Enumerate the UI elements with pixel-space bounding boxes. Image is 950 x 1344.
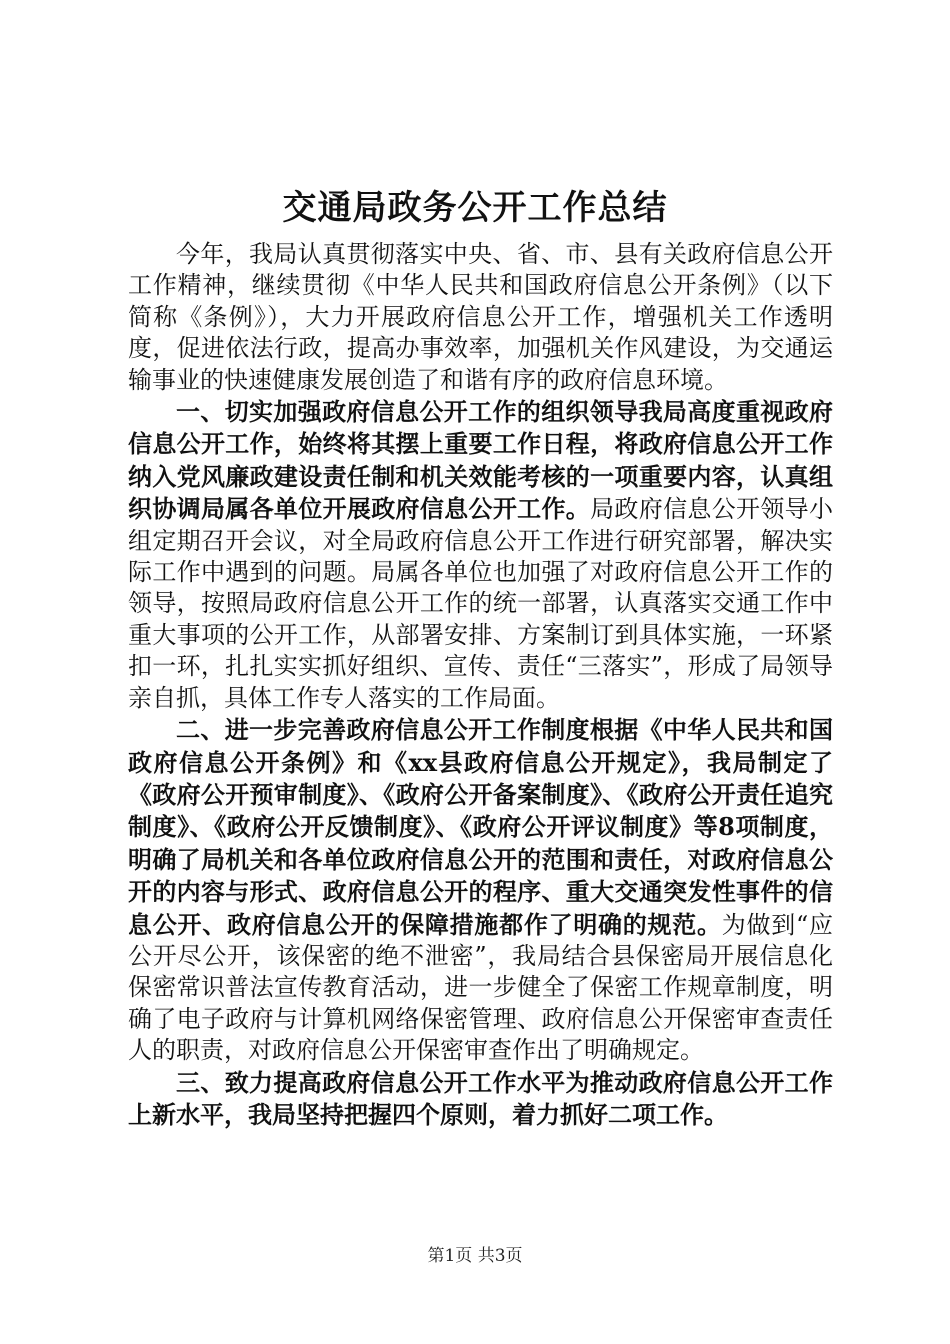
paragraph-text: 局政府信息公开领导小组定期召开会议，对全局政府信息公开工作进行研究部署，解决实际工作中遇到的问题。局属各单位也加强了对政府信息公开工作的领导，按照局政府信息公开工作的统一部署，认真落实交通工作中重大事项的公开工作，从部署安排、方案制订到具体实施，一环紧扣一环，扎扎实实抓好组织、宣传、责任“三落实”，形成了局领导亲自抓，具体工作专人落实的工作局面。 xyxy=(128,495,834,712)
paragraph-lead: 二、进一步完善政府信息公开工作制度根据《中华人民共和国政府信息公开条例》和《xx县政府信息公开规定》，我局制定了《政府公开预审制度》、《政府公开备案制度》、《政府公开责任追究制度》、《政府公开反馈制度》、《政府公开评议制度》等8项制度，明确了局机关和各单位政府信息公开的范围和责任，对政府信息公开的内容与形式、政府信息公开的程序、重大交通突发性事件的信息公开、政府信息公开的保障措施都作了明确的规范。 xyxy=(128,715,833,939)
paragraph-section-1 xyxy=(128,396,833,714)
document-body xyxy=(128,238,833,1131)
paragraph-text: 今年，我局认真贯彻落实中央、省、市、县有关政府信息公开工作精神，继续贯彻《中华人民共和国政府信息公开条例》（以下简称《条例》），大力开展政府信息公开工作，增强机关工作透明度，促进依法行政，提高办事效率，加强机关作风建设，为交通运输事业的快速健康发展创造了和谐有序的政府信息环境。 xyxy=(128,240,833,394)
paragraph-text: 为做到“应公开尽公开，该保密的绝不泄密”，我局结合县保密局开展信息化保密常识普法宣传教育活动，进一步健全了保密工作规章制度，明确了电子政府与计算机网络保密管理、政府信息公开保密审查责任人的职责，对政府信息公开保密审查作出了明确规定。 xyxy=(128,910,833,1065)
paragraph-intro xyxy=(128,238,833,396)
document-title: 交通局政务公开工作总结 xyxy=(282,188,668,228)
page-number-footer: 第1页 共3页 xyxy=(427,1246,523,1266)
paragraph-lead: 一、切实加强政府信息公开工作的组织领导我局高度重视政府信息公开工作，始终将其摆上重要工作日程，将政府信息公开工作纳入党风廉政建设责任制和机关效能考核的一项重要内容，认真组织协调局属各单位开展政府信息公开工作。 xyxy=(128,397,833,524)
paragraph-lead: 三、致力提高政府信息公开工作水平为推动政府信息公开工作上新水平，我局坚持把握四个原则，着力抓好二项工作。 xyxy=(128,1067,833,1129)
paragraph-section-2 xyxy=(128,714,833,1066)
paragraph-section-3 xyxy=(128,1067,833,1132)
